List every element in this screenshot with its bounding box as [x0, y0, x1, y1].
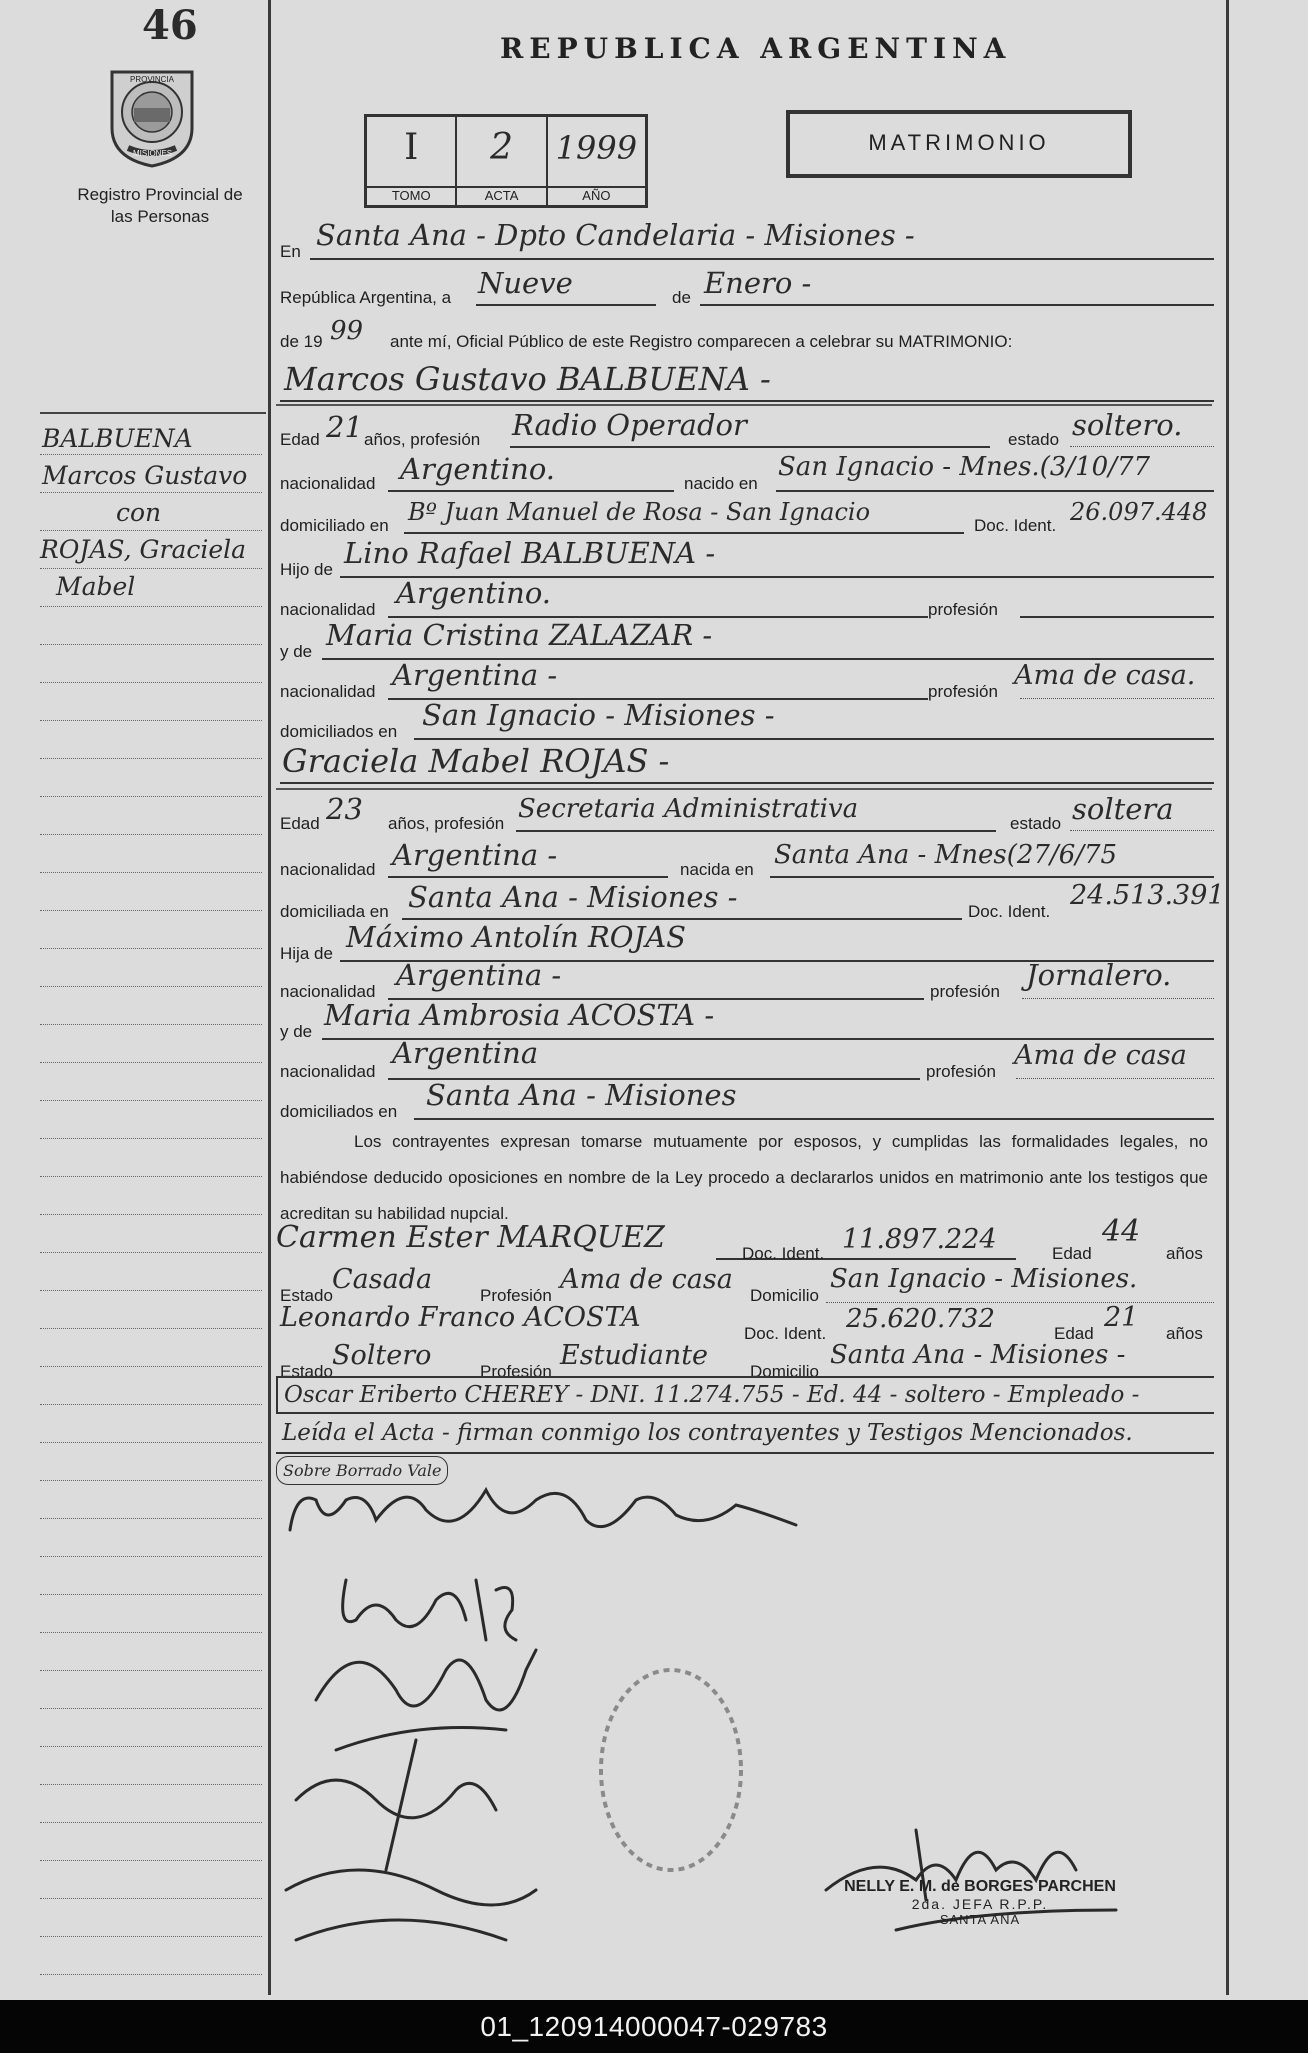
bride-doc: 24.513.391 — [1070, 880, 1225, 911]
y-de-label: y de — [280, 1022, 313, 1041]
estado-label: estado — [1010, 814, 1062, 833]
note-line: Sobre Borrado Vale — [276, 1456, 448, 1485]
groom-address: Bº Juan Manuel de Rosa - San Ignacio — [408, 498, 871, 526]
doc-ident-label: Doc. Ident. — [968, 902, 1051, 921]
doc-ident-label: Doc. Ident. — [974, 516, 1057, 535]
margin-rule — [40, 606, 262, 607]
groom-status-rule — [1070, 446, 1214, 447]
official-name: NELLY E. M. de BORGES PARCHEN — [844, 1878, 1116, 1895]
bride-father: Máximo Antolín ROJAS — [346, 920, 687, 954]
groom-mother-nationality: Argentina - — [392, 658, 558, 692]
act-type-label: MATRIMONIO — [868, 130, 1050, 155]
bride-father-prof-rule — [1022, 998, 1214, 999]
margin-rule — [40, 834, 262, 835]
margin-rule — [40, 910, 262, 911]
anio-value: 1999 — [555, 129, 638, 167]
domicilio-label: Domicilio — [750, 1362, 819, 1381]
margin-note-line: Marcos Gustavo — [42, 461, 248, 490]
bride-mother-prof-rule — [1016, 1078, 1214, 1079]
estado-cap-label: Estado — [280, 1362, 333, 1381]
groom-line-1 — [280, 410, 1214, 450]
witness1-line-1 — [276, 1214, 1214, 1264]
margin-note-line: BALBUENA — [42, 424, 193, 453]
signature-groom-bride — [290, 1490, 796, 1530]
margin-rule — [40, 1974, 262, 1975]
groom-mother: Maria Cristina ZALAZAR - — [326, 618, 713, 652]
record-box — [364, 114, 648, 208]
domiciliada-label: domiciliada en — [280, 902, 389, 921]
bride-mother-profession: Ama de casa — [1014, 1040, 1187, 1071]
margin-rule — [40, 1670, 262, 1671]
anos-label: años — [1166, 1324, 1203, 1343]
groom-parents-addr-rule — [414, 738, 1214, 740]
edad-label: Edad — [280, 814, 320, 833]
margin-rule — [40, 1822, 262, 1823]
witness1-age: 44 — [1102, 1214, 1141, 1249]
bride-status-rule — [1070, 830, 1214, 831]
groom-name-rule — [280, 400, 1214, 402]
bride-civil-status: soltera — [1072, 792, 1174, 826]
domiciliados-label: domiciliados en — [280, 722, 398, 741]
bride-line-1 — [280, 794, 1214, 834]
province-seal — [104, 58, 200, 168]
witness1-status: Casada — [332, 1264, 433, 1295]
groom-profession: Radio Operador — [512, 408, 747, 442]
margin-rule — [40, 1480, 262, 1481]
nacionalidad-label: nacionalidad — [280, 682, 376, 701]
domicilio-label: Domicilio — [750, 1286, 819, 1305]
margin-rule — [40, 948, 262, 949]
hija-de-label: Hija de — [280, 944, 333, 963]
profesion-label: profesión — [928, 600, 998, 619]
hijo-de-label: Hijo de — [280, 560, 333, 579]
doc-ident-label: Doc. Ident. — [742, 1244, 825, 1263]
bride-line-5 — [280, 960, 1214, 1000]
bride-line-3 — [280, 880, 1225, 921]
acta-value: 2 — [490, 127, 514, 168]
note-line: Leída el Acta - firman conmigo los contrayentes y Testigos Mencionados. — [276, 1414, 1214, 1454]
official-block — [820, 1878, 1140, 1927]
groom-age: 21 — [326, 410, 363, 444]
witness1-profession: Ama de casa — [560, 1264, 733, 1295]
witness2-line-2 — [280, 1340, 1214, 1380]
margin-rule — [40, 1100, 262, 1101]
profesion-cap-label: Profesión — [480, 1362, 552, 1381]
margin-note-line: Mabel — [56, 572, 136, 601]
margin-rule — [40, 1898, 262, 1899]
tomo-cell — [367, 117, 457, 205]
bride-parents-address: Santa Ana - Misiones — [426, 1078, 737, 1112]
bride-address: Santa Ana - Misiones - — [408, 880, 738, 914]
bride-age: 23 — [326, 792, 363, 826]
left-margin-rule — [268, 0, 271, 1995]
republic-label: República Argentina, a — [280, 288, 452, 307]
anos-profesion-label: años, profesión — [388, 814, 505, 833]
bride-line-7 — [280, 1036, 1214, 1081]
groom-mother-prof-rule — [1020, 698, 1214, 699]
marriage-year-suffix: 99 — [330, 316, 364, 346]
seal-bottom-text: MISIONES — [133, 149, 173, 158]
intro-line-2-rule-a — [476, 304, 656, 306]
signature-witness-2 — [316, 1650, 536, 1750]
nacionalidad-label: nacionalidad — [280, 1062, 376, 1081]
registry-name: Registro Provincial de las Personas — [77, 185, 243, 226]
margin-rule — [40, 1252, 262, 1253]
top-left-rule — [40, 412, 266, 414]
groom-profession-rule — [510, 446, 990, 448]
edad-label: Edad — [280, 430, 320, 449]
bride-profession-rule — [516, 830, 996, 832]
nacionalidad-label: nacionalidad — [280, 600, 376, 619]
en-label: En — [280, 242, 301, 261]
witness2-name: Leonardo Franco ACOSTA — [280, 1302, 641, 1333]
nacionalidad-label: nacionalidad — [280, 982, 376, 1001]
de-label: de — [672, 288, 691, 307]
groom-line-2 — [280, 452, 1214, 492]
year-prefix: de 19 — [280, 332, 323, 351]
signature-witness-1 — [343, 1580, 516, 1640]
groom-line-7 — [280, 660, 1214, 700]
margin-rule — [40, 1176, 262, 1177]
profesion-label: profesión — [930, 982, 1000, 1001]
bride-name-line — [280, 742, 1214, 786]
bride-name: Graciela Mabel ROJAS - — [282, 742, 670, 780]
bride-father-nationality: Argentina - — [396, 958, 562, 992]
groom-name-line — [280, 360, 1214, 404]
margin-note-line: con — [116, 498, 162, 527]
bride-parents-addr-rule — [414, 1118, 1214, 1120]
scan-identifier: 01_120914000047-029783 — [0, 2000, 1308, 2053]
groom-line-3 — [280, 494, 1214, 534]
nacionalidad-label: nacionalidad — [280, 474, 376, 493]
witness2-doc: 25.620.732 — [846, 1304, 995, 1334]
margin-rule — [40, 1290, 262, 1291]
groom-doc: 26.097.448 — [1070, 498, 1208, 526]
witness1-doc: 11.897.224 — [842, 1224, 997, 1255]
marriage-day: Nueve — [478, 266, 573, 300]
margin-rule — [40, 1328, 262, 1329]
notes-block — [276, 1376, 1214, 1485]
domiciliado-label: domiciliado en — [280, 516, 389, 535]
groom-parents-address: San Ignacio - Misiones - — [422, 698, 775, 732]
anio-cell — [548, 117, 645, 205]
edad-label: Edad — [1054, 1324, 1094, 1343]
groom-nationality: Argentino. — [400, 452, 555, 486]
intro-line-2 — [280, 268, 1214, 308]
marriage-month: Enero - — [704, 266, 812, 300]
groom-father-nationality: Argentino. — [396, 576, 551, 610]
margin-rule — [40, 1860, 262, 1861]
margin-rule — [40, 986, 262, 987]
bride-line-6 — [280, 1000, 1214, 1040]
bride-mother-nationality: Argentina — [392, 1036, 539, 1070]
margin-note — [40, 420, 266, 605]
groom-line-5 — [280, 578, 1214, 618]
groom-birthplace: San Ignacio - Mnes.(3/10/77 — [778, 452, 1151, 482]
domiciliados-label: domiciliados en — [280, 1102, 398, 1121]
margin-rule — [40, 1442, 262, 1443]
official-place: SANTA ANA — [939, 1912, 1021, 1927]
estado-label: estado — [1008, 430, 1060, 449]
bride-nationality-rule — [388, 876, 668, 878]
doc-ident-label: Doc. Ident. — [744, 1324, 827, 1343]
witness1-name: Carmen Ester MARQUEZ — [276, 1220, 665, 1255]
profesion-label: profesión — [928, 682, 998, 701]
bride-mother: Maria Ambrosia ACOSTA - — [324, 998, 715, 1032]
act-type-box — [786, 110, 1132, 178]
witness2-line-1 — [280, 1302, 1214, 1342]
profesion-cap-label: Profesión — [480, 1286, 552, 1305]
anos-profesion-label: años, profesión — [364, 430, 481, 449]
bride-line-8 — [280, 1080, 1214, 1120]
witness2-age: 21 — [1104, 1302, 1139, 1333]
official-stamp — [601, 1670, 741, 1870]
margin-rule — [40, 1594, 262, 1595]
margin-rule — [40, 1366, 262, 1367]
nacionalidad-label: nacionalidad — [280, 860, 376, 879]
margin-rule — [40, 1404, 262, 1405]
margin-rule — [40, 872, 262, 873]
groom-civil-status: soltero. — [1072, 408, 1183, 442]
intro-line-2-rule-b — [700, 304, 1214, 306]
margin-rule — [40, 1062, 262, 1063]
margin-rule — [40, 1138, 262, 1139]
witness2-status: Soltero — [332, 1340, 432, 1371]
intro-line-3 — [280, 316, 1214, 356]
right-margin-rule — [1226, 0, 1229, 1995]
margin-rule — [40, 1746, 262, 1747]
intro-statement: ante mí, Oficial Público de este Registro comparecen a celebrar su MATRIMONIO: — [390, 332, 1013, 351]
bride-line-2 — [280, 838, 1214, 878]
signature-scribble — [286, 1870, 536, 1940]
margin-rule — [40, 1784, 262, 1785]
margin-rule — [40, 1518, 262, 1519]
nacida-en-label: nacida en — [680, 860, 754, 879]
groom-name: Marcos Gustavo BALBUENA - — [284, 360, 771, 398]
acta-cell — [457, 117, 547, 205]
country-title: REPUBLICA ARGENTINA — [500, 32, 1012, 65]
witness1-address: San Ignacio - Misiones. — [830, 1264, 1138, 1294]
signature-witness-3 — [296, 1740, 496, 1870]
seal-top-text: PROVINCIA — [130, 75, 175, 84]
groom-father: Lino Rafael BALBUENA - — [344, 536, 716, 570]
tomo-value: I — [404, 127, 419, 168]
witness2-profession: Estudiante — [560, 1340, 709, 1371]
groom-nationality-rule — [388, 490, 674, 492]
bride-nationality: Argentina - — [392, 838, 558, 872]
bride-father-profession: Jornalero. — [1026, 958, 1172, 992]
bride-line-4 — [280, 920, 1214, 963]
groom-line-8 — [280, 700, 1214, 740]
groom-mother-profession: Ama de casa. — [1014, 660, 1196, 691]
witness1-line-2 — [280, 1264, 1214, 1304]
margin-rule — [40, 1708, 262, 1709]
official-title: 2da. JEFA R.P.P. — [911, 1896, 1049, 1912]
acta-label: ACTA — [457, 186, 545, 203]
margin-rule — [40, 1214, 262, 1215]
note-line: Oscar Eriberto CHEREY - DNI. 11.274.755 - Ed. 44 - soltero - Empleado - — [276, 1376, 1214, 1414]
edad-label: Edad — [1052, 1244, 1092, 1263]
tomo-label: TOMO — [367, 186, 455, 203]
page-number: 46 — [142, 2, 198, 49]
margin-rule — [40, 1936, 262, 1937]
margin-rule — [40, 1556, 262, 1557]
groom-birthplace-rule — [776, 490, 1214, 492]
nacido-en-label: nacido en — [684, 474, 758, 493]
bride-birthplace-rule — [770, 876, 1214, 878]
margin-rule — [40, 682, 262, 683]
groom-separator — [276, 404, 1212, 406]
margin-note-line: ROJAS, Graciela — [40, 535, 247, 564]
intro-line-1 — [280, 218, 1214, 261]
witness2-address: Santa Ana - Misiones - — [830, 1340, 1126, 1370]
intro-line-1-rule — [310, 258, 1214, 260]
margin-rule — [40, 796, 262, 797]
groom-address-rule — [404, 532, 964, 534]
margin-rule — [40, 758, 262, 759]
margin-rule — [40, 1024, 262, 1025]
bride-name-rule — [280, 782, 1214, 784]
bride-separator — [276, 788, 1212, 790]
margin-rule — [40, 720, 262, 721]
margin-rule — [40, 1632, 262, 1633]
groom-line-6 — [280, 620, 1214, 660]
anos-label: años — [1166, 1244, 1203, 1263]
y-de-label: y de — [280, 642, 313, 661]
estado-cap-label: Estado — [280, 1286, 333, 1305]
groom-line-4 — [280, 536, 1214, 579]
bride-profession: Secretaria Administrativa — [518, 794, 859, 824]
groom-father-prof-rule — [1020, 616, 1214, 618]
declaration-text: Los contrayentes expresan tomarse mutuamente por esposos, y cumplidas las formalidades legales, no habiéndose deducido oposiciones en nombre de la Ley procedo a declararlos unidos en matrimonio ante los testigos que acreditan su habilidad nupcial. — [280, 1132, 1208, 1223]
margin-rule — [40, 644, 262, 645]
profesion-label: profesión — [926, 1062, 996, 1081]
marriage-place: Santa Ana - Dpto Candelaria - Misiones - — [316, 218, 915, 252]
bride-birthplace: Santa Ana - Mnes(27/6/75 — [774, 840, 1118, 870]
anio-label: AÑO — [548, 186, 645, 203]
